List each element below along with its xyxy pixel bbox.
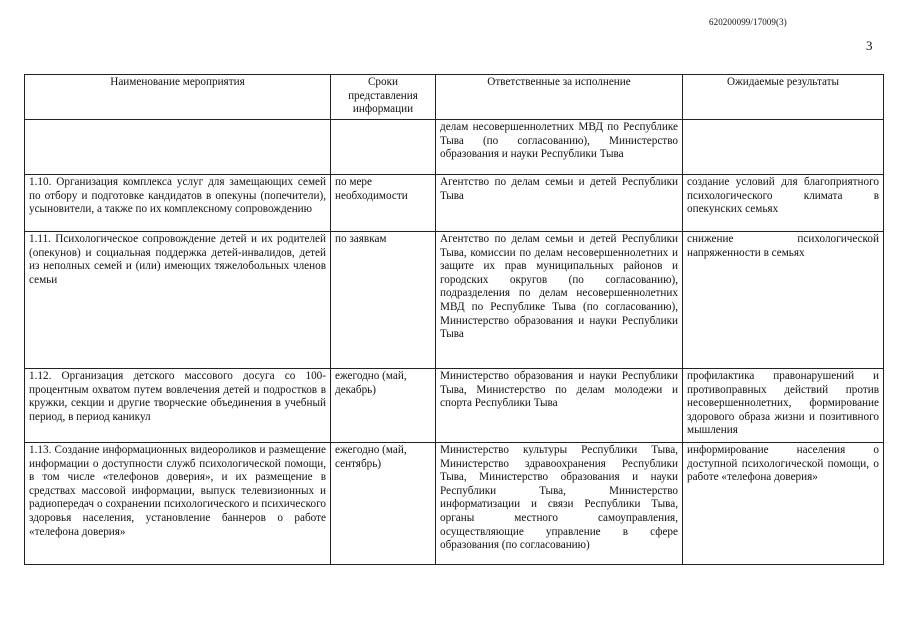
header-expected-results: Ожидаемые результаты <box>683 75 884 120</box>
header-responsible: Ответственные за исполнение <box>436 75 683 120</box>
event-cell: 1.13. Создание информационных видеороликов и размещение информации о доступности служб психологической помощи, в том числе «телефонов доверия», и их размещение в средствах массовой информации, выпуск телевизионных и радиопередач о сохранении психологического и психического здоровья населения, установление баннеров о работе «телефона доверия» <box>25 443 331 565</box>
document-id: 620200099/17009(3) <box>709 17 787 27</box>
result-cell: информирование населения о доступной психологической помощи, о работе «телефона доверия» <box>683 443 884 565</box>
deadline-cell: по мере необходимости <box>331 175 436 232</box>
deadline-cell: ежегодно (май, сентябрь) <box>331 443 436 565</box>
header-deadline: Сроки представления информации <box>331 75 436 120</box>
deadline-cell: по заявкам <box>331 232 436 369</box>
event-cell: 1.12. Организация детского массового досуга со 100-процентным охватом путем вовлечения детей и подростков в кружки, секции и другие творческие объединения в учебный период, в период каникул <box>25 369 331 443</box>
header-event-name: Наименование мероприятия <box>25 75 331 120</box>
table-row <box>25 120 884 175</box>
responsible-cell: Агентство по делам семьи и детей Республики Тыва, комиссии по делам несовершеннолетних и защите их прав муниципальных районов и городских округов (по согласованию), подразделения по делам несовершеннолетних МВД по Республике Тыва (по согласованию), Министерство образования и науки Республики Тыва <box>436 232 683 369</box>
deadline-cell: ежегодно (май, декабрь) <box>331 369 436 443</box>
event-cell <box>25 120 331 175</box>
result-cell: профилактика правонарушений и противоправных действий против несовершеннолетних, формирование здорового образа жизни и позитивного мышления <box>683 369 884 443</box>
table-row <box>25 175 884 232</box>
events-table <box>24 74 884 565</box>
result-cell: снижение психологической напряженности в семьях <box>683 232 884 369</box>
result-cell <box>683 120 884 175</box>
table-row <box>25 232 884 369</box>
table-row <box>25 443 884 565</box>
event-cell: 1.10. Организация комплекса услуг для замещающих семей по отбору и подготовке кандидатов в опекуны (попечители), усыновители, а также по их комплексному сопровождению <box>25 175 331 232</box>
page-number: 3 <box>866 38 873 53</box>
deadline-cell <box>331 120 436 175</box>
responsible-cell: делам несовершеннолетних МВД по Республике Тыва (по согласованию), Министерство образования и науки Республики Тыва <box>436 120 683 175</box>
responsible-cell: Министерство культуры Республики Тыва, Министерство здравоохранения Республики Тыва, Министерство образования и науки Республики Тыва, Министерство информатизации и связи Республики Тыва, органы местного самоуправления, осуществляющие управление в сфере образования (по согласованию) <box>436 443 683 565</box>
responsible-cell: Министерство образования и науки Республики Тыва, Министерство по делам молодежи и спорта Республики Тыва <box>436 369 683 443</box>
table-row <box>25 369 884 443</box>
result-cell: создание условий для благоприятного психологического климата в опекунских семьях <box>683 175 884 232</box>
table-header-row <box>25 75 884 120</box>
event-cell: 1.11. Психологическое сопровождение детей и их родителей (опекунов) и социальная поддержка детей-инвалидов, детей из неполных семей и (или) имеющих тяжелобольных членов семьи <box>25 232 331 369</box>
responsible-cell: Агентство по делам семьи и детей Республики Тыва <box>436 175 683 232</box>
